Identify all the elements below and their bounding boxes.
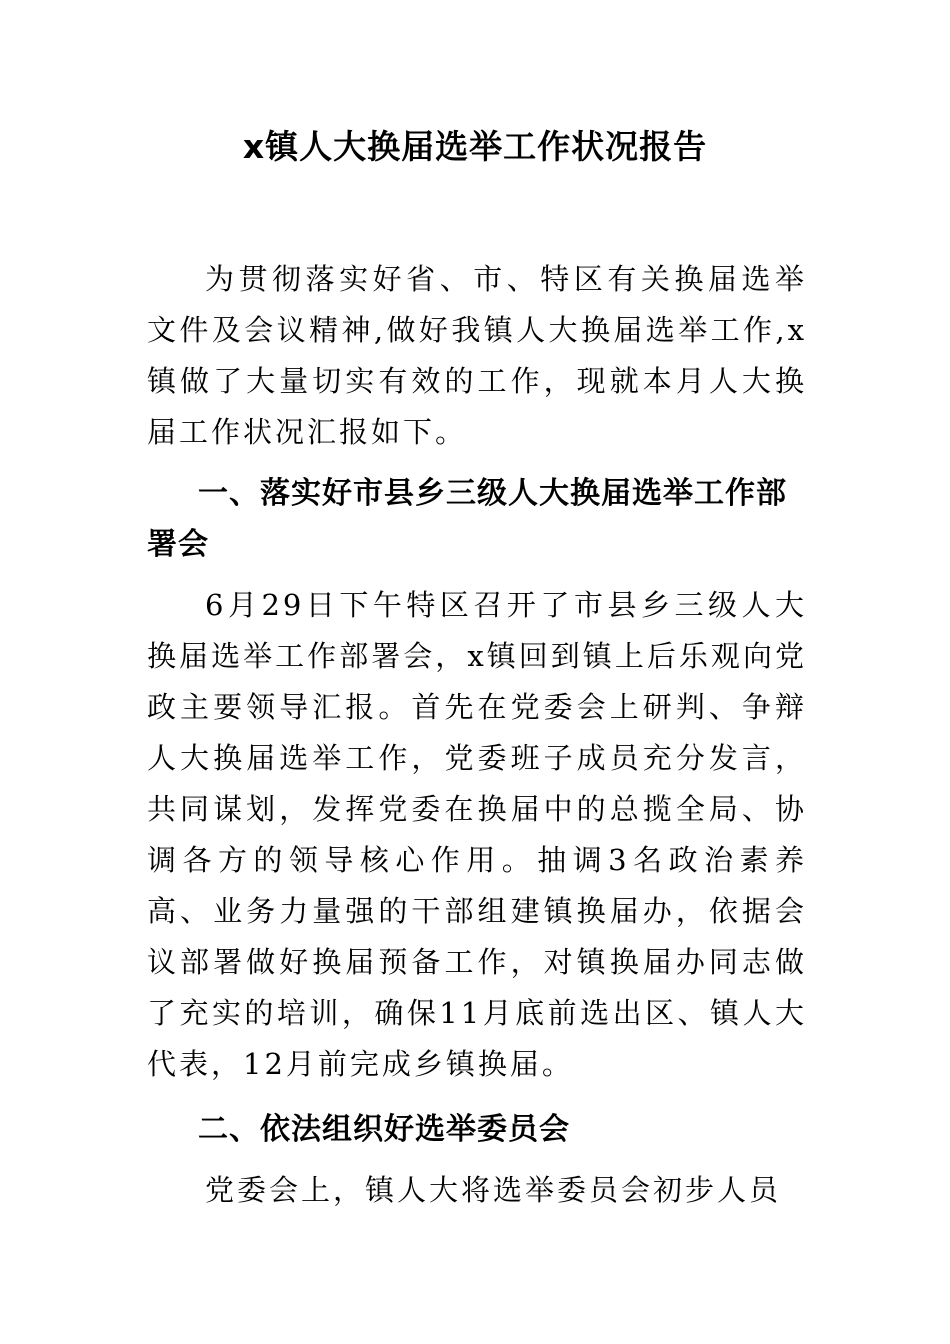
section-1-heading: 一、落实好市县乡三级人大换届选举工作部署会 xyxy=(147,476,787,562)
page-title: x镇人大换届选举工作状况报告 xyxy=(242,127,708,166)
intro-paragraph: 为贯彻落实好省、市、特区有关换届选举文件及会议精神,做好我镇人大换届选举工作,x镇做了大量切实有效的工作，现就本月人大换届工作状况汇报如下。 xyxy=(147,262,807,449)
section-1-paragraph: 6月29日下午特区召开了市县乡三级人大换届选举工作部署会，x镇回到镇上后乐观向党政主要领导汇报。首先在党委会上研判、争辩人大换届选举工作，党委班子成员充分发言，共同谋划，发挥党委在换届中的总揽全局、协调各方的领导核心作用。抽调3名政治素养高、业务力量强的干部组建镇换届办，依据会议部署做好换届预备工作，对镇换届办同志做了充实的培训，确保11月底前选出区、镇人大代表，12月前完成乡镇换届。 xyxy=(147,588,807,1081)
section-2-heading: 二、依法组织好选举委员会 xyxy=(198,1112,570,1147)
spacer xyxy=(147,1155,807,1165)
section-2-paragraph: 党委会上，镇人大将选举委员会初步人员 xyxy=(205,1173,782,1207)
spacer xyxy=(147,1090,807,1104)
spacer xyxy=(147,458,807,468)
document-body xyxy=(147,254,807,1216)
spacer xyxy=(147,570,807,580)
